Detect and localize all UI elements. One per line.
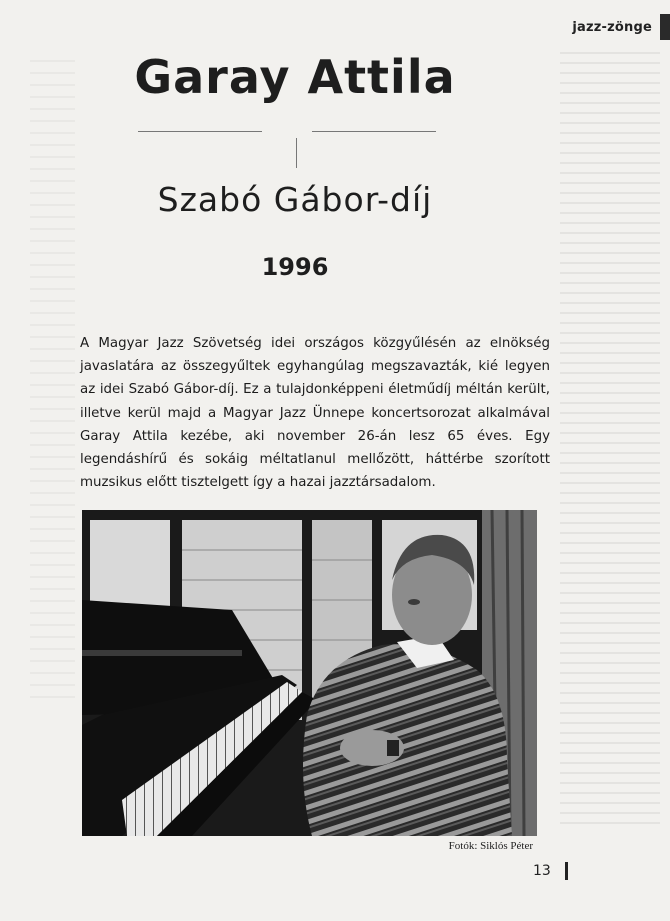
page-number-text: 13	[533, 863, 551, 879]
show-through-text-right	[560, 52, 660, 832]
section-label: jazz-zönge	[572, 19, 652, 35]
article-subtitle: Szabó Gábor-díj	[157, 180, 433, 219]
title-rule-right	[312, 131, 436, 132]
award-year: 1996	[261, 253, 329, 281]
article-body: A Magyar Jazz Szövetség idei országos közgyűlésén az elnökség javaslatára az összegyűltek egyhangúlag megszavazták, kié legyen az idei Szabó Gábor-díj. Ez a tulajdonképpeni életműdíj méltán került, illetve kerül majd a Magyar Jazz Ünnepe koncertsorozat alkalmával Garay Attila kezébe, aki november 26-án lesz 65 éves. Egy legendáshírű és sokáig méltatlanul mellőzött, háttérbe szorított muzsikus előtt tisztelgett így a hazai jazztársadalom.	[80, 336, 550, 491]
article-title: Garay Attila	[134, 50, 456, 104]
title-rule-left	[138, 131, 262, 132]
photo-credit: Fotók: Siklós Péter	[448, 840, 533, 852]
title-rule-vertical	[296, 138, 297, 168]
section-tab	[572, 14, 670, 40]
page-number	[533, 862, 568, 880]
section-tab-bar	[660, 14, 670, 40]
show-through-text-left	[30, 60, 75, 700]
photo-illustration	[82, 510, 537, 836]
portrait-photo	[82, 510, 537, 836]
page-number-bar	[565, 862, 568, 880]
